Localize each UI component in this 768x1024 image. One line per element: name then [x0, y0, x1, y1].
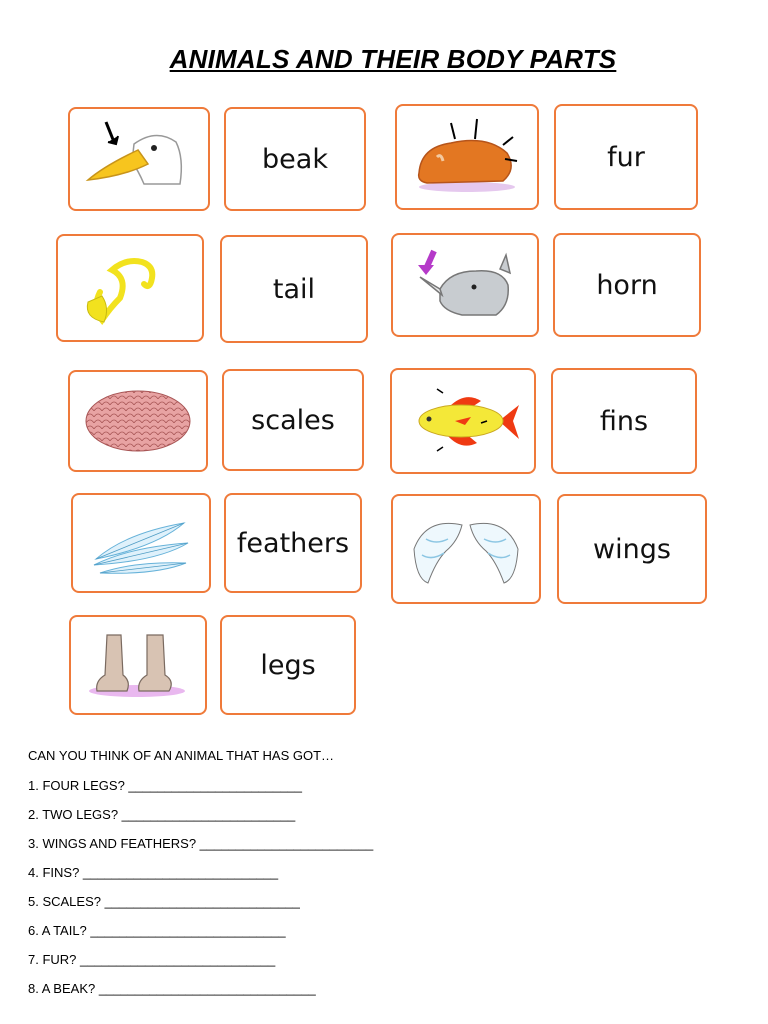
page-title: ANIMALS AND THEIR BODY PARTS: [169, 44, 617, 74]
questions-intro: CAN YOU THINK OF AN ANIMAL THAT HAS GOT…: [28, 748, 335, 763]
tail-word: tail: [272, 273, 316, 305]
fur-picture-card: [395, 104, 539, 210]
legs-picture-card: [69, 615, 207, 715]
scales-icon: [78, 381, 198, 461]
bird-beak-icon: [84, 114, 194, 204]
question-1: 1. FOUR LEGS? ________________________: [28, 778, 302, 793]
beak-picture-card: [68, 107, 210, 211]
question-7: 7. FUR? ___________________________: [28, 952, 276, 967]
wings-word: wings: [593, 533, 671, 565]
legs-icon: [83, 625, 193, 705]
feathers-word-card: [224, 493, 362, 593]
fish-fins-icon: [403, 381, 523, 461]
question-3: 3. WINGS AND FEATHERS? ________________________: [28, 836, 374, 851]
horn-word-card: [553, 233, 701, 337]
beak-word-card: [224, 107, 366, 211]
beak-word: beak: [262, 143, 328, 175]
feathers-picture-card: [71, 493, 211, 593]
wings-icon: [406, 509, 526, 589]
wings-word-card: [557, 494, 707, 604]
scales-picture-card: [68, 370, 208, 472]
feathers-word: feathers: [236, 527, 350, 559]
horn-picture-card: [391, 233, 539, 337]
fur-word-card: [554, 104, 698, 210]
horn-word: horn: [596, 269, 658, 301]
scales-word-card: [222, 369, 364, 471]
wings-picture-card: [391, 494, 541, 604]
fur-word: fur: [607, 141, 645, 173]
scales-word: scales: [251, 404, 335, 436]
question-4: 4. FINS? ___________________________: [28, 865, 279, 880]
feathers-icon: [86, 503, 196, 583]
tail-word-card: [220, 235, 368, 343]
fins-picture-card: [390, 368, 536, 474]
legs-word-card: [220, 615, 356, 715]
question-8: 8. A BEAK? ______________________________: [28, 981, 316, 996]
rhino-horn-icon: [410, 245, 520, 325]
question-6: 6. A TAIL? ___________________________: [28, 923, 286, 938]
fins-word-card: [551, 368, 697, 474]
fins-word: fins: [599, 405, 649, 437]
legs-word: legs: [260, 649, 316, 681]
question-5: 5. SCALES? ___________________________: [28, 894, 300, 909]
guinea-pig-fur-icon: [407, 117, 527, 197]
tail-picture-card: [56, 234, 204, 342]
tail-icon: [80, 248, 180, 328]
question-2: 2. TWO LEGS? ________________________: [28, 807, 296, 822]
